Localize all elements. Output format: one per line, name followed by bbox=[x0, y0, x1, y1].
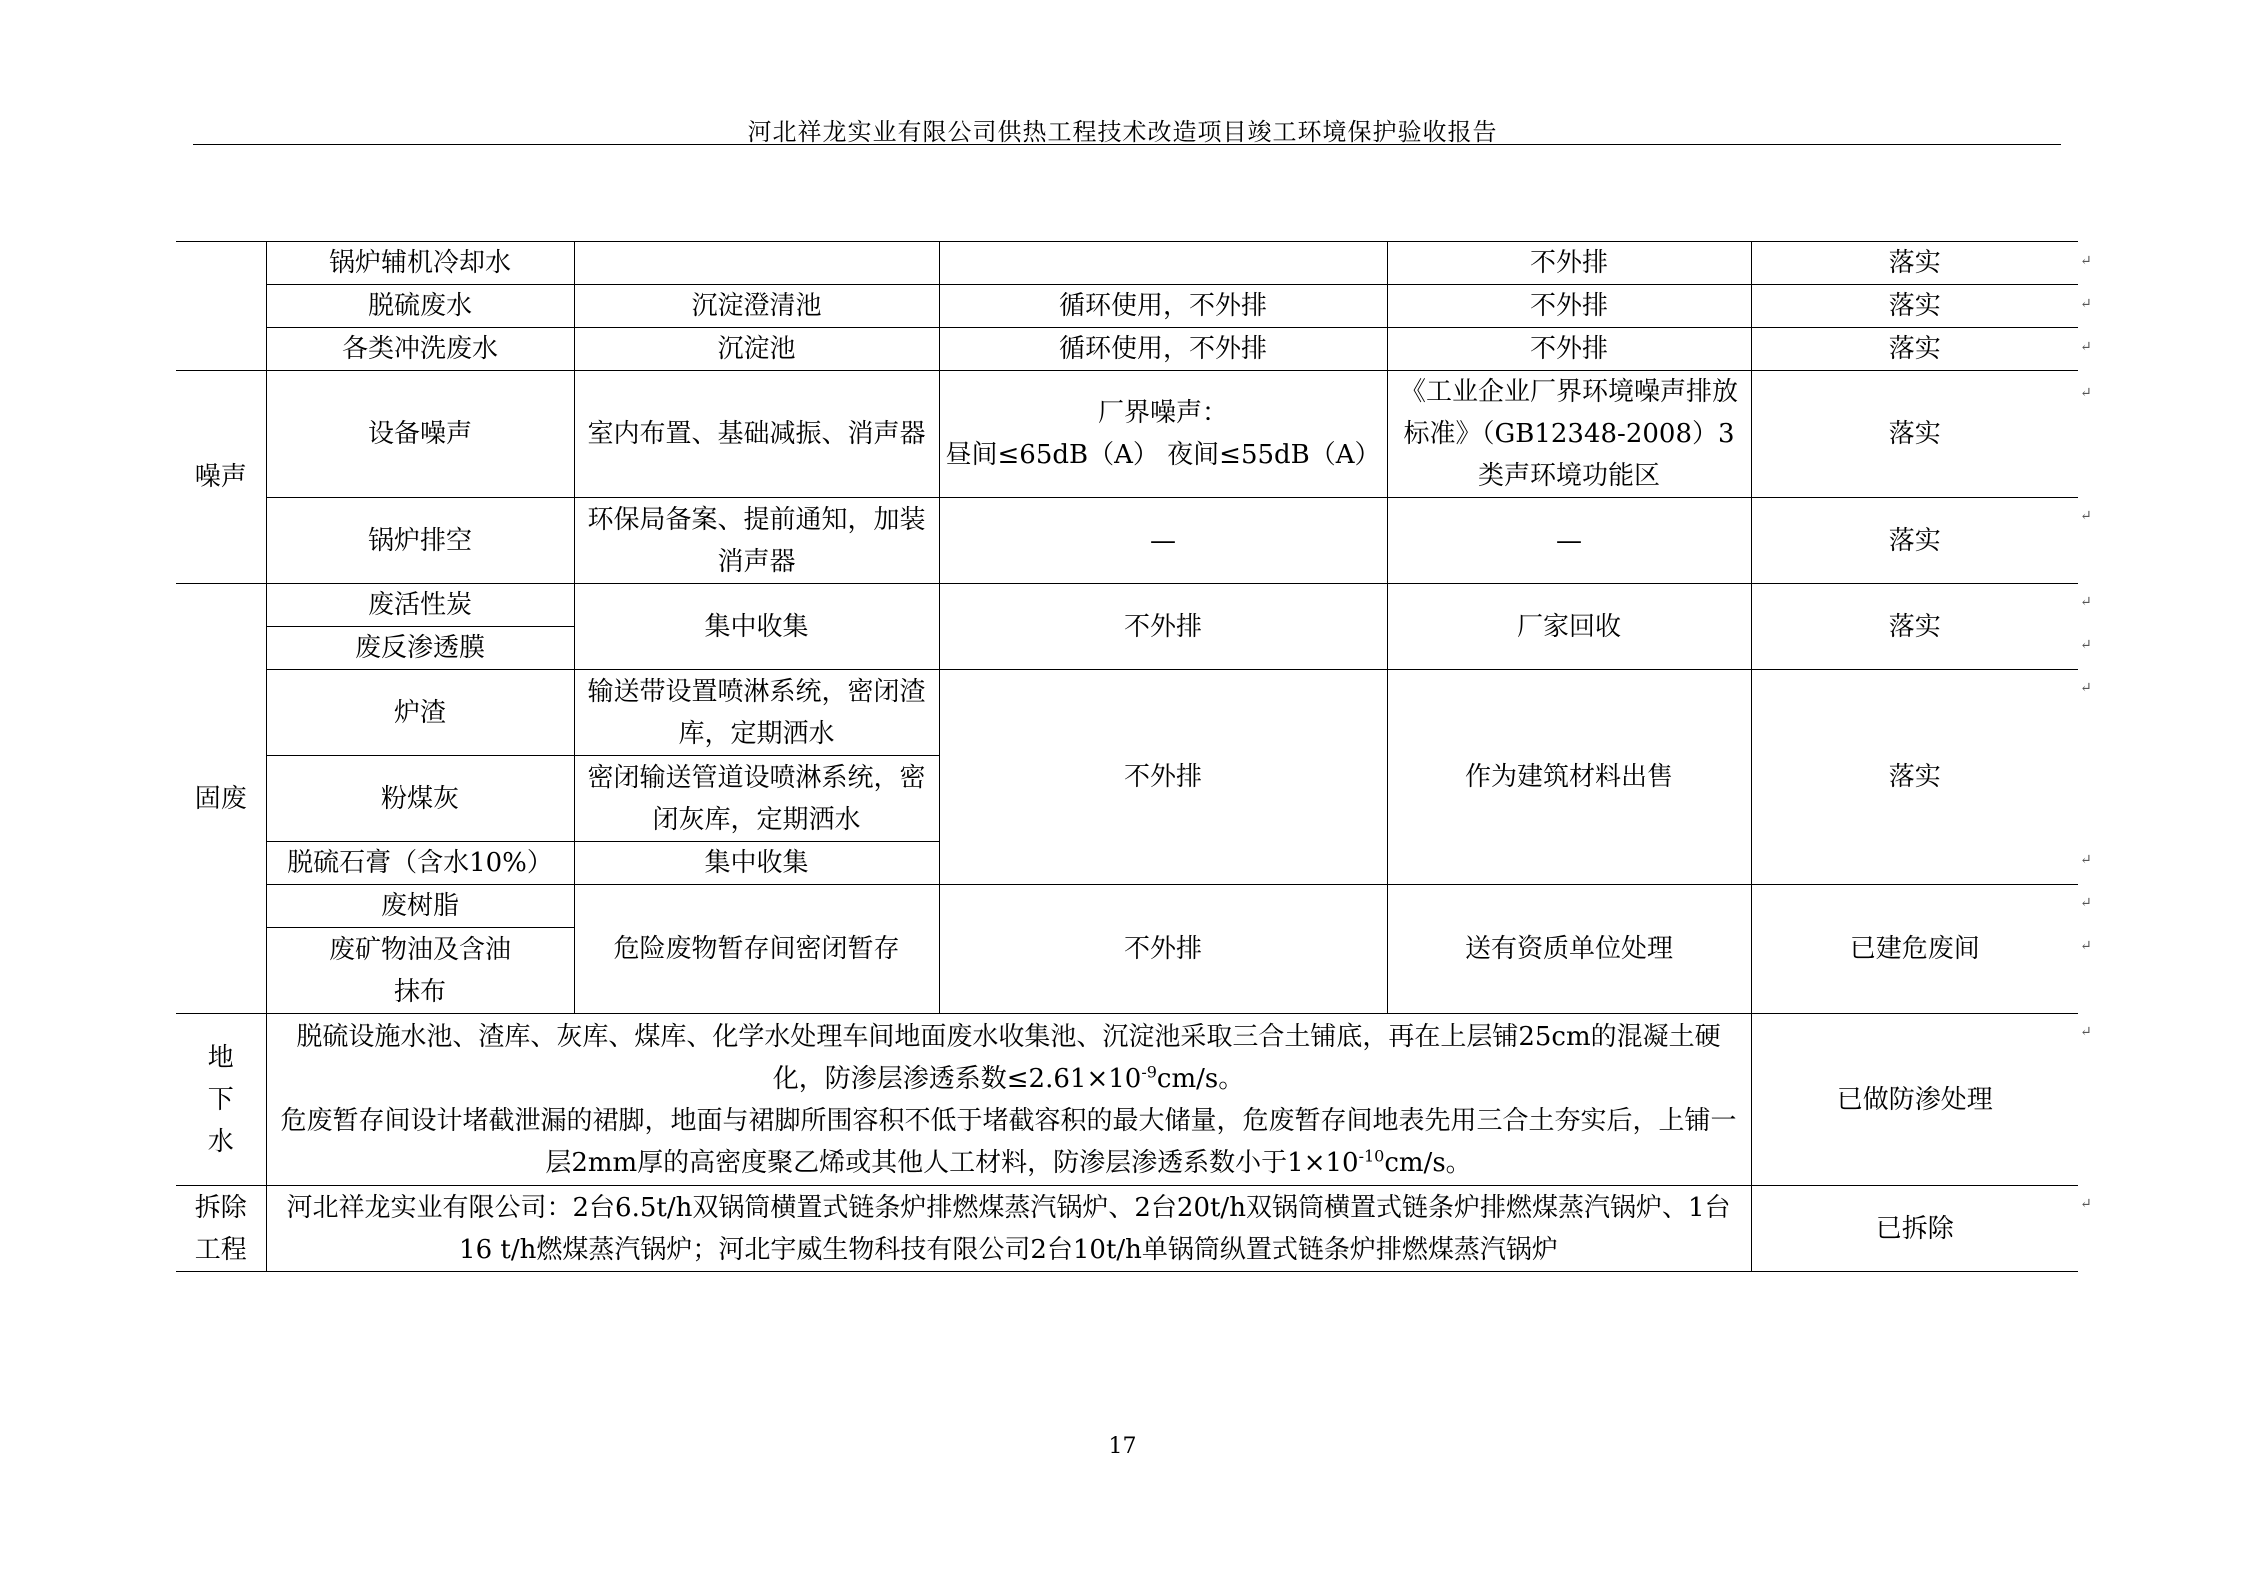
groundwater-text: cm/s。 bbox=[1156, 1063, 1245, 1094]
item-cell: 废反渗透膜 bbox=[266, 627, 574, 670]
status-cell: 落实 bbox=[1751, 242, 2078, 285]
exponent: -9 bbox=[1141, 1061, 1157, 1081]
table-row bbox=[176, 670, 2078, 756]
measure-cell: 集中收集 bbox=[574, 584, 939, 670]
paragraph-mark-icon: ↵ bbox=[2080, 508, 2092, 524]
measure-cell: 室内布置、基础减振、消声器 bbox=[574, 371, 939, 498]
groundwater-text: 脱硫设施水池、渣库、灰库、煤库、化学水处理车间地面废水收集池、沉淀池采取三合土铺底，再在上层铺25cm的混凝土硬化，防渗层渗透系数≤2.61×10 bbox=[296, 1021, 1721, 1094]
standard-cell: 作为建筑材料出售 bbox=[1387, 670, 1751, 885]
item-cell: 锅炉辅机冷却水 bbox=[266, 242, 574, 285]
category-cell-demolition: 拆除工程 bbox=[176, 1186, 266, 1272]
measure-cell: 输送带设置喷淋系统，密闭渣库，定期洒水 bbox=[574, 670, 939, 756]
item-cell: 废活性炭 bbox=[266, 584, 574, 627]
header-rule bbox=[193, 144, 2061, 145]
item-cell: 炉渣 bbox=[266, 670, 574, 756]
item-cell: 锅炉排空 bbox=[266, 498, 574, 584]
groundwater-text: cm/s。 bbox=[1384, 1147, 1472, 1178]
category-cell-groundwater: 地下水 bbox=[176, 1014, 266, 1186]
requirement-cell: 不外排 bbox=[939, 584, 1387, 670]
table-row bbox=[176, 285, 2078, 328]
paragraph-mark-icon: ↵ bbox=[2080, 680, 2092, 696]
measure-cell bbox=[574, 242, 939, 285]
requirement-line: 厂界噪声： bbox=[1097, 398, 1228, 428]
status-cell: 落实 bbox=[1751, 371, 2078, 498]
standard-cell: 《工业企业厂界环境噪声排放标准》（GB12348-2008）3类声环境功能区 bbox=[1387, 371, 1751, 498]
item-cell: 设备噪声 bbox=[266, 371, 574, 498]
paragraph-mark-icon: ↵ bbox=[2080, 1196, 2092, 1212]
measure-cell: 集中收集 bbox=[574, 842, 939, 885]
measure-cell: 危险废物暂存间密闭暂存 bbox=[574, 885, 939, 1014]
measure-cell: 沉淀池 bbox=[574, 328, 939, 371]
standard-cell: 送有资质单位处理 bbox=[1387, 885, 1751, 1014]
category-cell-solid-waste: 固废 bbox=[176, 584, 266, 1014]
measure-cell: 沉淀澄清池 bbox=[574, 285, 939, 328]
groundwater-text-cell bbox=[266, 1014, 1751, 1186]
item-cell: 粉煤灰 bbox=[266, 756, 574, 842]
status-cell: 落实 bbox=[1751, 584, 2078, 670]
groundwater-text: 危废暂存间设计堵截泄漏的裙脚，地面与裙脚所围容积不低于堵截容积的最大储量，危废暂存间地表先用三合土夯实后，上铺一层2mm厚的高密度聚乙烯或其他人工材料，防渗层渗透系数小于1×10 bbox=[280, 1105, 1737, 1178]
table-row bbox=[176, 584, 2078, 627]
status-cell: 已做防渗处理 bbox=[1751, 1014, 2078, 1186]
requirement-line: 昼间≤65dB（A） 夜间≤55dB（A） bbox=[945, 440, 1381, 470]
status-cell: 已建危废间 bbox=[1751, 885, 2078, 1014]
item-cell: 废树脂 bbox=[266, 885, 574, 928]
table-row bbox=[176, 498, 2078, 584]
standard-cell: 不外排 bbox=[1387, 328, 1751, 371]
table-row bbox=[176, 328, 2078, 371]
table-row bbox=[176, 242, 2078, 285]
status-cell: 落实 bbox=[1751, 498, 2078, 584]
requirement-cell bbox=[939, 371, 1387, 498]
page-number: 17 bbox=[1108, 1434, 1137, 1459]
paragraph-mark-icon: ↵ bbox=[2080, 637, 2092, 653]
requirement-cell: — bbox=[939, 498, 1387, 584]
paragraph-mark-icon: ↵ bbox=[2080, 1024, 2092, 1040]
table-row bbox=[176, 1186, 2078, 1272]
standard-cell: 厂家回收 bbox=[1387, 584, 1751, 670]
item-cell: 废矿物油及含油抹布 bbox=[266, 928, 574, 1014]
requirement-cell: 不外排 bbox=[939, 885, 1387, 1014]
requirement-cell: 循环使用，不外排 bbox=[939, 328, 1387, 371]
standard-cell: 不外排 bbox=[1387, 285, 1751, 328]
paragraph-mark-icon: ↵ bbox=[2080, 938, 2092, 954]
requirement-cell: 不外排 bbox=[939, 670, 1387, 885]
page-header-title: 河北祥龙实业有限公司供热工程技术改造项目竣工环境保护验收报告 bbox=[747, 118, 1498, 146]
status-cell: 落实 bbox=[1751, 285, 2078, 328]
requirement-cell bbox=[939, 242, 1387, 285]
paragraph-mark-icon: ↵ bbox=[2080, 594, 2092, 610]
category-cell-noise: 噪声 bbox=[176, 371, 266, 584]
paragraph-mark-icon: ↵ bbox=[2080, 253, 2092, 269]
exponent: -10 bbox=[1358, 1145, 1385, 1165]
paragraph-mark-icon: ↵ bbox=[2080, 385, 2092, 401]
groundwater-paragraph bbox=[273, 1100, 1745, 1184]
category-cell-water bbox=[176, 242, 266, 371]
item-cell: 各类冲洗废水 bbox=[266, 328, 574, 371]
item-cell: 脱硫石膏（含水10%） bbox=[266, 842, 574, 885]
status-cell: 已拆除 bbox=[1751, 1186, 2078, 1272]
paragraph-mark-icon: ↵ bbox=[2080, 296, 2092, 312]
paragraph-mark-icon: ↵ bbox=[2080, 339, 2092, 355]
acceptance-table bbox=[176, 241, 2078, 1272]
status-cell: 落实 bbox=[1751, 670, 2078, 885]
table-row bbox=[176, 371, 2078, 498]
status-cell: 落实 bbox=[1751, 328, 2078, 371]
measure-cell: 环保局备案、提前通知，加装消声器 bbox=[574, 498, 939, 584]
paragraph-mark-icon: ↵ bbox=[2080, 895, 2092, 911]
table-row bbox=[176, 1014, 2078, 1186]
item-cell: 脱硫废水 bbox=[266, 285, 574, 328]
groundwater-paragraph bbox=[273, 1016, 1745, 1100]
table-row bbox=[176, 885, 2078, 928]
measure-cell: 密闭输送管道设喷淋系统，密闭灰库，定期洒水 bbox=[574, 756, 939, 842]
standard-cell: 不外排 bbox=[1387, 242, 1751, 285]
requirement-cell: 循环使用，不外排 bbox=[939, 285, 1387, 328]
standard-cell: — bbox=[1387, 498, 1751, 584]
paragraph-mark-icon: ↵ bbox=[2080, 852, 2092, 868]
demolition-text-cell: 河北祥龙实业有限公司：2台6.5t/h双锅筒横置式链条炉排燃煤蒸汽锅炉、2台20t/h双锅筒横置式链条炉排燃煤蒸汽锅炉、1台16 t/h燃煤蒸汽锅炉；河北宇威生物科技有限公司2台10t/h单锅筒纵置式链条炉排燃煤蒸汽锅炉 bbox=[266, 1186, 1751, 1272]
